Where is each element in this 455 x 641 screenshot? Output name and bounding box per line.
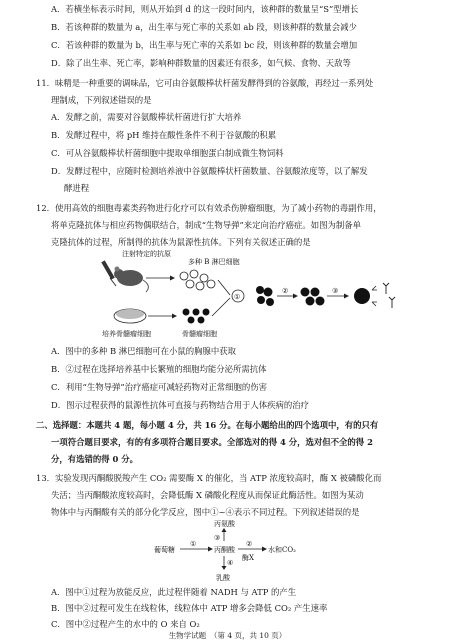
lactate-label: 乳酸 xyxy=(216,574,230,582)
step-3-label: ③ xyxy=(332,287,339,295)
q12-stem-line1: 12．使用高效的细胞毒素类药物进行化疗可以有效杀伤肿瘤细胞，为了减小药物的毒副作用， xyxy=(36,203,382,213)
q13-option-c: C．图中②过程产生的水中的 O 来自 O₂ xyxy=(51,619,200,629)
page-footer: 生物学试题 （第 4 页，共 10 页） xyxy=(168,631,287,640)
q11-stem-line2: 理制成，下列叙述错误的是 xyxy=(51,95,152,105)
process-1-label: ① xyxy=(190,540,197,548)
mouse-icon xyxy=(114,267,148,293)
pyruvate-label: 丙酮酸 xyxy=(214,546,235,554)
process-3-label: ③ xyxy=(214,534,221,542)
step-1-label: ① xyxy=(234,293,241,301)
q10-option-a: A．若横坐标表示时间，则从开始到 d 的这一段时间内，该种群的数量呈“S”型增长 xyxy=(51,4,359,14)
q10-option-c: C．若该种群的数量为 b，出生率与死亡率的关系如 bc 段，则该种群的数量会增加 xyxy=(51,40,358,50)
b-cells xyxy=(180,270,215,290)
q12-stem-line2: 将单克隆抗体与相应药物偶联结合，制成“生物导弹”来定向治疗癌症。如图为制备单 xyxy=(51,220,362,230)
q10-option-d: D．除了出生率、死亡率，影响种群数量的因素还有很多，如气候、食物、天敌等 xyxy=(51,58,351,68)
q13-option-b: B．图中②过程可发生在线粒体，线粒体中 ATP 增多会降低 CO₂ 产生速率 xyxy=(51,603,328,613)
section2-line3: 分，有选错的得 0 分。 xyxy=(51,454,139,464)
water-co2-label: 水和CO₂ xyxy=(268,546,296,554)
q12-option-a: A．图中的多种 B 淋巴细胞可在小鼠的胸腺中获取 xyxy=(51,346,237,356)
process-4-label: ④ xyxy=(227,559,234,567)
q11-stem-line1: 11．味精是一种重要的调味品，它可由谷氨酸棒状杆菌发酵得到的谷氨酸，再经过一系列处 xyxy=(36,78,374,88)
myeloma-cells xyxy=(183,309,210,324)
hybridoma-with-antibodies xyxy=(354,283,395,308)
process-2-label: ② xyxy=(246,540,253,548)
myeloma-label: 骨髓瘤细胞 xyxy=(182,330,217,338)
monoclonal-antibody-figure xyxy=(80,248,410,340)
q11-option-a: A．发酵之前，需要对谷氨酸棒状杆菌进行扩大培养 xyxy=(51,112,242,122)
q12-option-b: B．②过程在选择培养基中长繁殖的细胞均能分泌所需抗体 xyxy=(51,364,267,374)
q12-option-c: C．利用“生物导弹”治疗癌症可减轻药物对正常细胞的伤害 xyxy=(51,382,267,392)
alanine-label: 丙氨酸 xyxy=(214,520,235,528)
q13-option-a: A．图中①过程为放能反应，此过程伴随着 NADH 与 ATP 的产生 xyxy=(51,587,297,597)
q12-option-d: D．图示过程获得的鼠源性抗体可直接与药物结合用于人体疾病的治疗 xyxy=(51,400,309,410)
glucose-label: 葡萄糖 xyxy=(154,546,175,554)
culture-label: 培养骨髓瘤细胞 xyxy=(102,330,151,338)
pyruvate-pathway-figure xyxy=(150,518,310,584)
q13-stem-line1: 13．实验发现丙酮酸脱羧产生 CO₂ 需要酶 X 的催化，当 ATP 浓度较高时，酶 X 被磷酸化而 xyxy=(36,473,382,483)
section2-line2: 一项符合题目要求，有的有多项符合题目要求。全部选对的得 4 分，选对但不全的得 2 xyxy=(51,437,373,447)
q11-option-b: B．发酵过程中，将 pH 维持在酸性条件不利于谷氨酸的积累 xyxy=(51,130,277,140)
q11-option-d-cont: 酵进程 xyxy=(64,183,90,193)
inject-label: 注射特定的抗原 xyxy=(122,250,171,258)
q11-option-c: C．可从谷氨酸棒状杆菌细胞中提取单细胞蛋白制成微生物饲料 xyxy=(51,148,284,158)
q11-option-d: D．发酵过程中，应随时检测培养液中谷氨酸棒状杆菌数量、谷氨酸浓度等，以了解发 xyxy=(51,166,368,176)
section2-line1: 二、选择题：本题共 4 题，每小题 4 分，共 16 分。在每小题给出的四个选项中，有的只有 xyxy=(36,420,379,430)
petri-dish-icon xyxy=(114,309,146,323)
q13-stem-line3: 物体中与丙酮酸有关的部分化学反应，图中①~④表示不同过程。下列叙述错误的是 xyxy=(51,507,360,517)
enzyme-x-label: 酶X xyxy=(242,554,254,562)
selected-hybridomas xyxy=(301,288,325,306)
b-cell-label: 多种 B 淋巴细胞 xyxy=(188,258,240,266)
fused-cells xyxy=(256,286,274,306)
q10-option-b: B．若该种群的数量为 a，出生率与死亡率的关系如 ab 段，则该种群的数量会减少 xyxy=(51,22,357,32)
q12-stem-line3: 克隆抗体的过程，所制得的抗体为鼠源性抗体。下列有关叙述正确的是 xyxy=(51,237,311,247)
q13-stem-line2: 失活；当丙酮酸浓度较高时，会降低酶 X 磷酸化程度从而保证此酶活性。如图为某动 xyxy=(51,490,364,500)
syringe-icon xyxy=(101,260,116,286)
step-2-label: ② xyxy=(282,287,289,295)
